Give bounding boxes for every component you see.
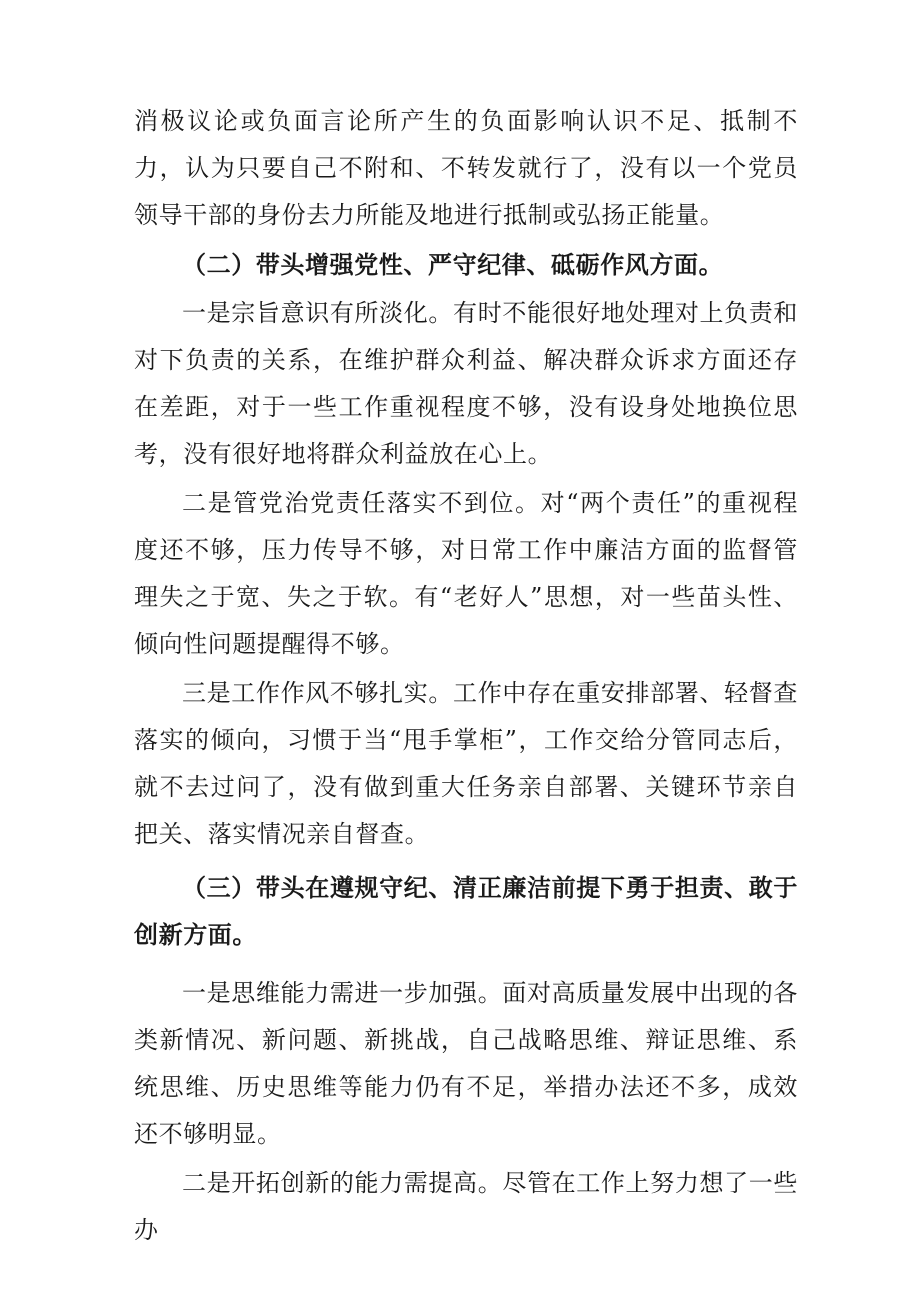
paragraph-innovation-ability: 二是开拓创新的能力需提高。尽管在工作上努力想了一些办 <box>134 1169 798 1244</box>
document-page <box>134 98 798 1254</box>
paragraph-thinking-ability: 一是思维能力需进一步加强。面对高质量发展中出现的各类新情况、新问题、新挑战，自己战略思维、辩证思维、系统思维、历史思维等能力仍有不足，举措办法还不多，成效还不够明显。 <box>134 979 798 1148</box>
paragraph-continuation: 消极议论或负面言论所产生的负面影响认识不足、抵制不力，认为只要自己不附和、不转发就行了，没有以一个党员领导干部的身份去力所能及地进行抵制或弘扬正能量。 <box>134 107 798 229</box>
paragraph-work-style: 三是工作作风不够扎实。工作中存在重安排部署、轻督查落实的倾向，习惯于当“甩手掌柜”，工作交给分管同志后，就不去过问了，没有做到重大任务亲自部署、关键环节亲自把关、落实情况亲自督查。 <box>134 679 798 848</box>
paragraph-purpose-awareness: 一是宗旨意识有所淡化。有时不能很好地处理对上负责和对下负责的关系，在维护群众利益、解决群众诉求方面还存在差距，对于一些工作重视程度不够，没有设身处地换位思考，没有很好地将群众利益放在心上。 <box>134 299 798 468</box>
section-heading-3: （三）带头在遵规守纪、清正廉洁前提下勇于担责、敢于创新方面。 <box>134 873 798 949</box>
section-heading-2: （二）带头增强党性、严守纪律、砥砺作风方面。 <box>182 250 724 279</box>
paragraph-party-responsibility: 二是管党治党责任落实不到位。对“两个责任”的重视程度还不够，压力传导不够，对日常工作中廉洁方面的监督管理失之于宽、失之于软。有“老好人”思想，对一些苗头性、倾向性问题提醒得不够。 <box>134 489 798 658</box>
